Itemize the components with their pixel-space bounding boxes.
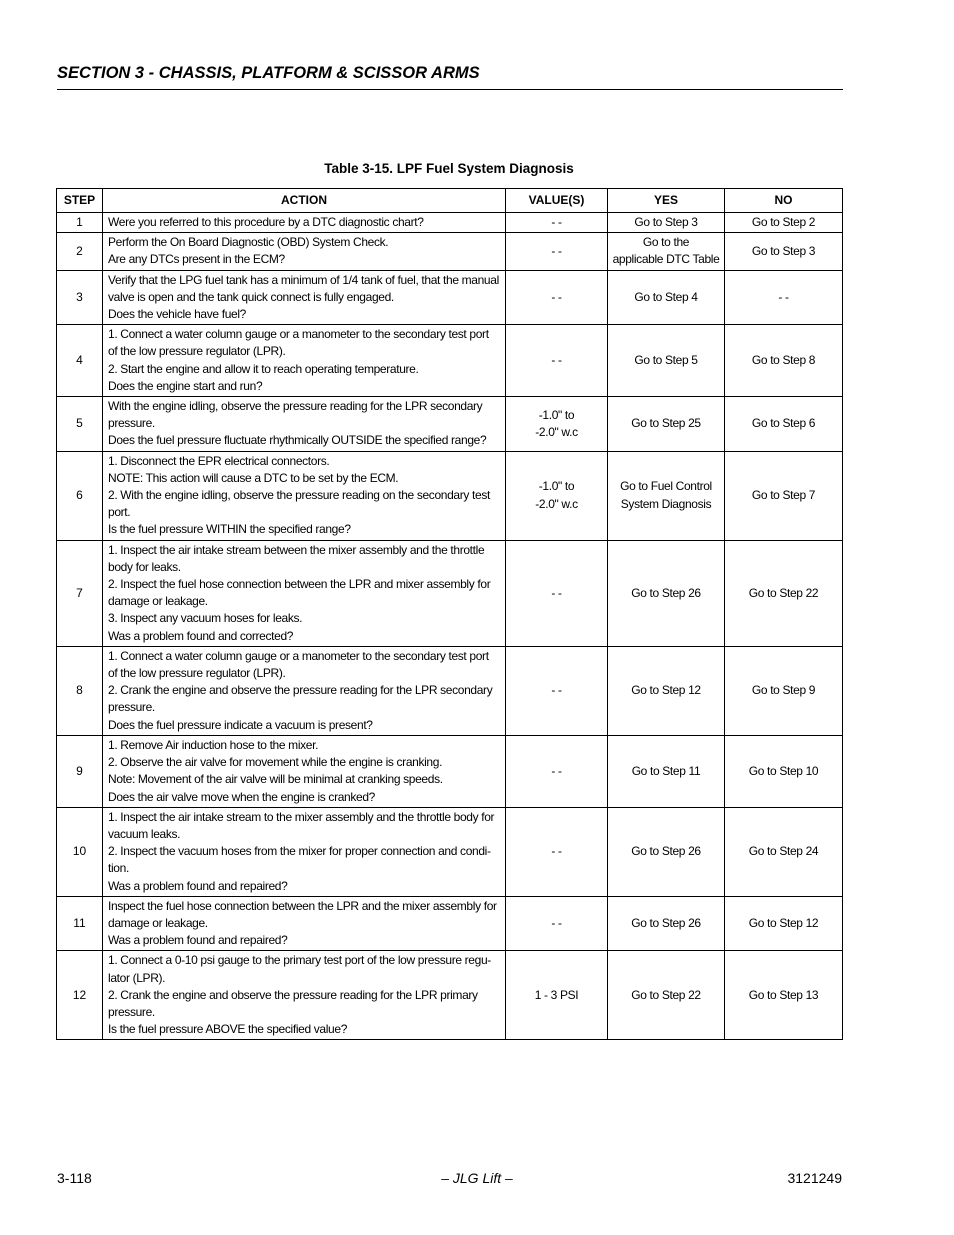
table-row xyxy=(57,735,843,807)
step-cell: 7 xyxy=(57,540,103,646)
diagnosis-table xyxy=(56,188,843,1040)
value-cell xyxy=(506,807,608,896)
no-cell xyxy=(725,213,843,233)
action-cell-line: 1. Connect a water column gauge or a manometer to the secondary test port xyxy=(108,327,489,342)
action-cell-line: Note: Movement of the air valve will be minimal at cranking speeds. xyxy=(108,772,443,787)
action-cell xyxy=(103,213,506,233)
value-cell xyxy=(506,896,608,951)
action-cell xyxy=(103,270,506,325)
value-cell-line: - - xyxy=(551,289,562,304)
step-cell: 9 xyxy=(57,735,103,807)
value-cell xyxy=(506,233,608,270)
action-cell-line: Perform the On Board Diagnostic (OBD) System Check. xyxy=(108,235,389,250)
table-header-row xyxy=(57,189,843,213)
yes-cell-line: Go to Step 26 xyxy=(631,844,701,859)
yes-cell xyxy=(608,233,725,270)
action-cell-line: 2. Inspect the fuel hose connection between the LPR and mixer assembly for xyxy=(108,577,491,592)
action-cell-line: With the engine idling, observe the pressure reading for the LPR secondary xyxy=(108,399,483,414)
step-cell: 6 xyxy=(57,451,103,540)
yes-cell-line: Go to Step 4 xyxy=(634,289,698,304)
action-cell-line: damage or leakage. xyxy=(108,594,208,609)
value-cell-line: - - xyxy=(551,215,562,229)
table-row xyxy=(57,325,843,397)
action-cell-line: 2. Start the engine and allow it to reach operating temperature. xyxy=(108,361,419,376)
table-row xyxy=(57,213,843,233)
action-cell-line: of the low pressure regulator (LPR). xyxy=(108,666,286,681)
action-cell-line: Verify that the LPG fuel tank has a minimum of 1/4 tank of fuel, that the manual xyxy=(108,272,499,287)
value-cell-line: - - xyxy=(551,683,562,698)
publisher: – JLG Lift – xyxy=(441,1170,513,1186)
yes-cell-line: Go to Step 3 xyxy=(634,215,698,229)
no-cell-line: Go to Step 3 xyxy=(751,243,816,258)
action-cell-line: 2. Crank the engine and observe the pressure reading for the LPR secondary xyxy=(108,683,493,698)
no-cell xyxy=(725,270,843,325)
col-header-yes: YES xyxy=(608,189,725,213)
action-cell-line: Does the vehicle have fuel? xyxy=(108,307,246,322)
yes-cell-line: Go to Step 12 xyxy=(631,683,701,698)
step-cell: 4 xyxy=(57,325,103,397)
action-cell-line: Does the fuel pressure fluctuate rhythmically OUTSIDE the specified range? xyxy=(108,433,487,448)
action-cell-line: pressure. xyxy=(108,416,155,431)
value-cell-line: - - xyxy=(551,585,562,600)
value-cell xyxy=(506,451,608,540)
step-cell: 10 xyxy=(57,807,103,896)
document-number: 3121249 xyxy=(787,1170,842,1186)
value-cell-line: - - xyxy=(551,243,562,258)
no-cell xyxy=(725,807,843,896)
no-cell-line: Go to Step 10 xyxy=(748,763,819,778)
action-cell xyxy=(103,540,506,646)
action-cell xyxy=(103,451,506,540)
value-cell-line: -2.0" w.c xyxy=(535,424,578,439)
no-cell xyxy=(725,233,843,270)
no-cell xyxy=(725,451,843,540)
value-cell-line: -1.0" to xyxy=(538,479,575,494)
step-cell: 5 xyxy=(57,397,103,452)
action-cell-line: 1. Remove Air induction hose to the mixer. xyxy=(108,737,319,752)
action-cell-line: NOTE: This action will cause a DTC to be set by the ECM. xyxy=(108,470,399,485)
yes-cell xyxy=(608,451,725,540)
action-cell-line: 2. Observe the air valve for movement while the engine is cranking. xyxy=(108,755,443,770)
action-cell-line: port. xyxy=(108,505,131,520)
no-cell-line: Go to Step 24 xyxy=(748,844,819,859)
step-cell: 8 xyxy=(57,646,103,735)
action-cell-line: Was a problem found and corrected? xyxy=(108,628,294,643)
no-cell xyxy=(725,325,843,397)
action-cell-line: Is the fuel pressure ABOVE the specified value? xyxy=(108,1022,348,1037)
value-cell xyxy=(506,951,608,1040)
table-row xyxy=(57,397,843,452)
action-cell xyxy=(103,735,506,807)
value-cell xyxy=(506,213,608,233)
yes-cell-line: Go to the xyxy=(642,235,690,250)
value-cell-line: - - xyxy=(551,353,562,368)
action-cell-line: Does the fuel pressure indicate a vacuum is present? xyxy=(108,717,373,732)
no-cell-line: Go to Step 7 xyxy=(751,488,816,503)
yes-cell-line: Go to Step 26 xyxy=(631,915,701,930)
yes-cell-line: Go to Step 26 xyxy=(631,585,701,600)
action-cell-line: Are any DTCs present in the ECM? xyxy=(108,252,285,267)
action-cell-line: 1. Connect a 0-10 psi gauge to the primary test port of the low pressure regu- xyxy=(108,953,491,968)
col-header-no: NO xyxy=(725,189,843,213)
value-cell-line: - - xyxy=(551,915,562,930)
value-cell xyxy=(506,540,608,646)
value-cell xyxy=(506,646,608,735)
no-cell xyxy=(725,735,843,807)
action-cell xyxy=(103,896,506,951)
value-cell xyxy=(506,270,608,325)
action-cell-line: 2. Inspect the vacuum hoses from the mixer for proper connection and condi- xyxy=(108,844,491,859)
value-cell xyxy=(506,325,608,397)
step-cell: 1 xyxy=(57,213,103,233)
no-cell-line: Go to Step 6 xyxy=(751,416,816,431)
yes-cell xyxy=(608,213,725,233)
action-cell xyxy=(103,807,506,896)
action-cell xyxy=(103,397,506,452)
value-cell-line: -1.0" to xyxy=(538,407,575,422)
action-cell-line: Was a problem found and repaired? xyxy=(108,878,288,893)
value-cell-line: - - xyxy=(551,844,562,859)
step-cell: 12 xyxy=(57,951,103,1040)
action-cell xyxy=(103,233,506,270)
yes-cell xyxy=(608,896,725,951)
step-cell: 11 xyxy=(57,896,103,951)
action-cell-line: Were you referred to this procedure by a DTC diagnostic chart? xyxy=(108,215,424,229)
action-cell-line: Was a problem found and repaired? xyxy=(108,933,288,948)
no-cell xyxy=(725,397,843,452)
value-cell-line: - - xyxy=(551,763,562,778)
no-cell xyxy=(725,540,843,646)
action-cell-line: 2. With the engine idling, observe the pressure reading on the secondary test xyxy=(108,488,490,503)
action-cell-line: lator (LPR). xyxy=(108,970,166,985)
action-cell-line: Does the engine start and run? xyxy=(108,378,263,393)
action-cell xyxy=(103,325,506,397)
action-cell-line: 1. Disconnect the EPR electrical connectors. xyxy=(108,453,330,468)
yes-cell xyxy=(608,646,725,735)
action-cell-line: 2. Crank the engine and observe the pressure reading for the LPR primary xyxy=(108,987,478,1002)
table-row xyxy=(57,451,843,540)
no-cell-line: Go to Step 8 xyxy=(751,353,816,368)
action-cell-line: of the low pressure regulator (LPR). xyxy=(108,344,286,359)
action-cell-line: 1. Connect a water column gauge or a manometer to the secondary test port xyxy=(108,648,489,663)
no-cell xyxy=(725,951,843,1040)
yes-cell xyxy=(608,325,725,397)
action-cell-line: tion. xyxy=(108,861,129,876)
yes-cell xyxy=(608,540,725,646)
table-row xyxy=(57,896,843,951)
section-title: SECTION 3 - CHASSIS, PLATFORM & SCISSOR ARMS xyxy=(57,64,480,82)
no-cell-line: Go to Step 2 xyxy=(751,215,816,229)
table-row xyxy=(57,807,843,896)
action-cell-line: damage or leakage. xyxy=(108,915,208,930)
table-row xyxy=(57,951,843,1040)
action-cell-line: valve is open and the tank quick connect is fully engaged. xyxy=(108,289,394,304)
yes-cell-line: System Diagnosis xyxy=(620,496,712,511)
table-caption: Table 3-15. LPF Fuel System Diagnosis xyxy=(324,161,574,176)
value-cell xyxy=(506,735,608,807)
table-row xyxy=(57,540,843,646)
table-row xyxy=(57,646,843,735)
yes-cell xyxy=(608,270,725,325)
action-cell-line: 3. Inspect any vacuum hoses for leaks. xyxy=(108,611,303,626)
col-header-values: VALUE(S) xyxy=(506,189,608,213)
action-cell-line: pressure. xyxy=(108,700,155,715)
action-cell-line: 1. Inspect the air intake stream to the mixer assembly and the throttle body for xyxy=(108,809,495,824)
action-cell-line: vacuum leaks. xyxy=(108,826,181,841)
no-cell-line: Go to Step 22 xyxy=(748,585,819,600)
action-cell-line: Is the fuel pressure WITHIN the specified range? xyxy=(108,522,351,537)
table-row xyxy=(57,270,843,325)
col-header-action: ACTION xyxy=(103,189,506,213)
yes-cell xyxy=(608,397,725,452)
value-cell xyxy=(506,397,608,452)
yes-cell-line: Go to Fuel Control xyxy=(620,479,712,494)
action-cell xyxy=(103,646,506,735)
no-cell xyxy=(725,896,843,951)
no-cell xyxy=(725,646,843,735)
action-cell-line: body for leaks. xyxy=(108,559,181,574)
yes-cell-line: Go to Step 11 xyxy=(631,763,701,778)
no-cell-line: Go to Step 13 xyxy=(748,987,819,1002)
yes-cell-line: Go to Step 25 xyxy=(631,416,701,431)
yes-cell xyxy=(608,807,725,896)
action-cell-line: Does the air valve move when the engine is cranked? xyxy=(108,789,375,804)
page-number: 3-118 xyxy=(57,1170,92,1186)
action-cell-line: 1. Inspect the air intake stream between the mixer assembly and the throttle xyxy=(108,542,485,557)
no-cell-line: Go to Step 12 xyxy=(748,915,819,930)
value-cell-line: 1 - 3 PSI xyxy=(534,987,579,1002)
yes-cell xyxy=(608,951,725,1040)
yes-cell-line: applicable DTC Table xyxy=(612,252,720,267)
step-cell: 3 xyxy=(57,270,103,325)
no-cell-line: Go to Step 9 xyxy=(751,683,816,698)
yes-cell-line: Go to Step 5 xyxy=(634,353,698,368)
action-cell xyxy=(103,951,506,1040)
header-rule xyxy=(57,89,843,90)
yes-cell xyxy=(608,735,725,807)
no-cell-line: - - xyxy=(778,289,789,304)
table-row xyxy=(57,233,843,270)
col-header-step: STEP xyxy=(57,189,103,213)
value-cell-line: -2.0" w.c xyxy=(535,496,578,511)
step-cell: 2 xyxy=(57,233,103,270)
yes-cell-line: Go to Step 22 xyxy=(631,987,701,1002)
action-cell-line: Inspect the fuel hose connection between the LPR and the mixer assembly for xyxy=(108,898,497,913)
action-cell-line: pressure. xyxy=(108,1004,155,1019)
